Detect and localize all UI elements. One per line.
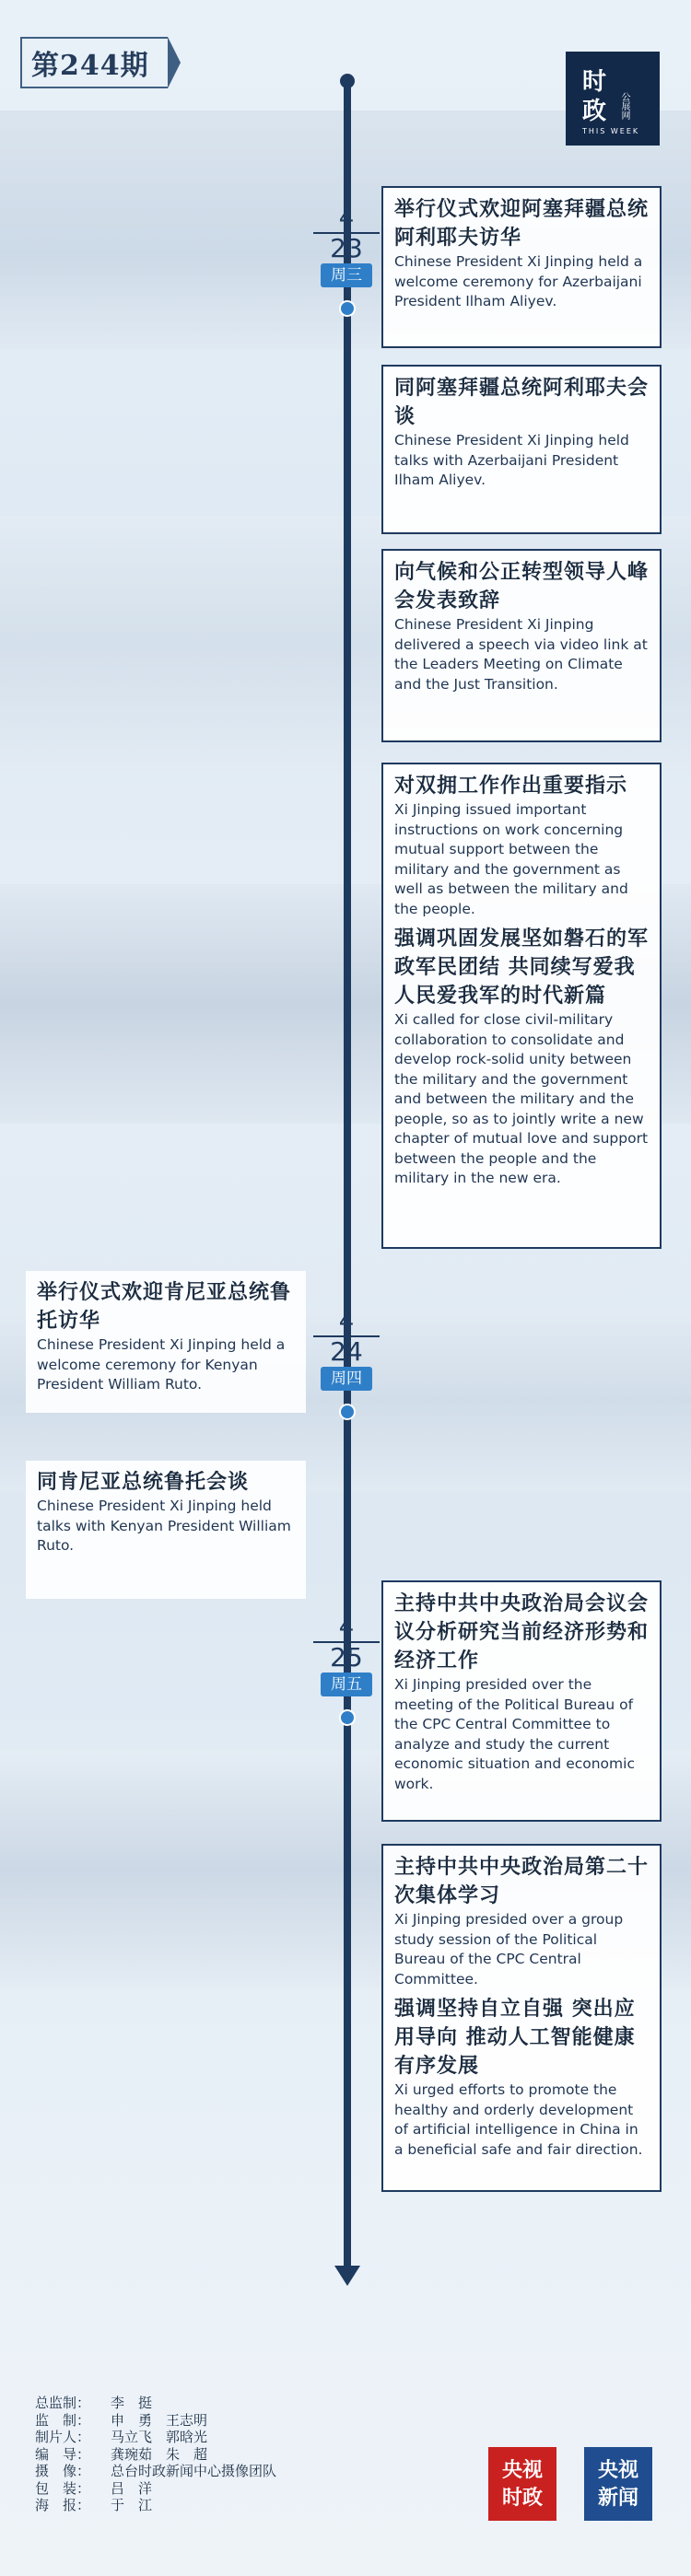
event-title-cn: 同肯尼亚总统鲁托会谈 (37, 1470, 250, 1494)
badge-line1: 央视 (501, 2458, 543, 2482)
event-title-cn: 主持中共中央政治局第二十次集体学习 (394, 1855, 650, 1907)
logo-en: THIS WEEK (582, 127, 640, 135)
credit-role: 监 制： (35, 2411, 91, 2429)
event-desc-en: Chinese President Xi Jinping held a welcome ceremony for Azerbaijani President Ilham Aliyev. (394, 253, 643, 309)
date-day: 24 (313, 1335, 380, 1365)
credit-names: 吕 洋 (111, 2479, 153, 2497)
credit-row (35, 2497, 276, 2514)
event-card (381, 763, 662, 1249)
event-subdesc-en: Xi called for close civil-military collaboration to consolidate and develop rock-solid unity between the military and the government and between the military and the people, so as to jointly write a new chapter of mutual love and support between the people and the military in the new era. (394, 1011, 649, 1186)
cctv-politics-badge (488, 2447, 556, 2521)
issue-number (20, 37, 168, 88)
event-desc-en: Xi Jinping presided over the meeting of the Political Bureau of the CPC Central Committee to analyze and study the current economic situation and economic work. (394, 1676, 635, 1792)
credit-row (35, 2463, 276, 2480)
event-subdesc-en: Xi urged efforts to promote the healthy and orderly development of artificial intelligence in China in a beneficial safe and fair direction. (394, 2081, 643, 2158)
date-marker-0424 (313, 1308, 380, 1389)
timeline-dot (339, 1709, 356, 1726)
logo-sub: 公展网 (619, 92, 629, 120)
credit-names: 申 勇 王志明 (111, 2411, 208, 2429)
event-card (381, 1580, 662, 1822)
credit-role: 编 导： (35, 2445, 91, 2463)
cctv-news-badge (584, 2447, 652, 2521)
credit-names: 于 江 (111, 2497, 153, 2513)
credit-row (35, 2429, 276, 2446)
date-day: 23 (313, 232, 380, 262)
event-subtitle-cn: 强调坚持自立自强 突出应用导向 推动人工智能健康有序发展 (394, 1997, 636, 2078)
event-desc-en: Xi Jinping presided over a group study session of the Political Bureau of the CPC Central Committee. (394, 1911, 624, 1987)
timeline-axis (344, 78, 351, 2273)
event-title-cn: 向气候和公正转型领导人峰会发表致辞 (394, 560, 650, 612)
event-card (26, 1461, 306, 1599)
event-card (381, 365, 662, 534)
date-weekday: 周三 (321, 263, 372, 287)
date-day: 25 (313, 1641, 380, 1671)
date-marker-0423 (313, 204, 380, 286)
logo-char-2: 政 (582, 98, 607, 125)
date-weekday: 周五 (321, 1673, 372, 1696)
event-desc-en: Chinese President Xi Jinping held talks with Azerbaijani President Ilham Aliyev. (394, 432, 629, 488)
credit-names: 李 挺 (111, 2395, 153, 2411)
credit-names: 总台时政新闻中心摄像团队 (111, 2463, 277, 2479)
credit-role: 制片人： (35, 2429, 91, 2445)
credit-row (35, 2412, 276, 2430)
credit-names: 龚琬茹 朱 超 (111, 2445, 208, 2463)
date-month: 4 (338, 204, 355, 232)
brand-logo (566, 52, 660, 146)
date-month: 4 (338, 1308, 355, 1335)
badge-line1: 央视 (597, 2458, 638, 2482)
event-subtitle-cn: 强调巩固发展坚如磐石的军政军民团结 共同续写爱我人民爱我军的时代新篇 (394, 927, 650, 1008)
badge-line2: 新闻 (597, 2486, 638, 2510)
event-title-cn: 举行仪式欢迎阿塞拜疆总统阿利耶夫访华 (394, 197, 650, 250)
date-month: 4 (338, 1614, 355, 1641)
credit-row (35, 2446, 276, 2464)
badge-line2: 时政 (501, 2486, 543, 2510)
credit-role: 海 报： (35, 2497, 91, 2513)
timeline-dot (339, 1404, 356, 1420)
timeline-arrow-icon (334, 2266, 360, 2286)
event-title-cn: 对双拥工作作出重要指示 (394, 774, 628, 798)
event-title-cn: 举行仪式欢迎肯尼亚总统鲁托访华 (37, 1280, 292, 1333)
event-card (381, 1844, 662, 2192)
credit-row (35, 2480, 276, 2498)
event-desc-en: Xi Jinping issued important instructions on work concerning mutual support between the military and the government as well as between the military and the people. (394, 801, 628, 917)
event-card (381, 549, 662, 742)
credit-names: 马立飞 郭晗光 (111, 2429, 208, 2445)
date-weekday: 周四 (321, 1367, 372, 1391)
event-desc-en: Chinese President Xi Jinping held a welcome ceremony for Kenyan President William Ruto. (37, 1336, 286, 1393)
event-title-cn: 主持中共中央政治局会议会议分析研究当前经济形势和经济工作 (394, 1591, 650, 1673)
credit-role: 摄 像： (35, 2463, 91, 2479)
event-card (381, 186, 662, 348)
issue-label: 第244期 (31, 50, 149, 82)
credits-list (35, 2395, 276, 2514)
credit-role: 总监制： (35, 2395, 91, 2411)
credit-role: 包 装： (35, 2479, 91, 2497)
event-card (26, 1271, 306, 1413)
event-desc-en: Chinese President Xi Jinping held talks with Kenyan President William Ruto. (37, 1498, 291, 1554)
event-title-cn: 同阿塞拜疆总统阿利耶夫会谈 (394, 376, 650, 428)
timeline-dot (339, 300, 356, 317)
credit-row (35, 2395, 276, 2412)
event-desc-en: Chinese President Xi Jinping delivered a speech via video link at the Leaders Meeting on Climate and the Just Transition. (394, 616, 648, 693)
logo-char-1: 时 (582, 68, 607, 96)
date-marker-0425 (313, 1614, 380, 1695)
